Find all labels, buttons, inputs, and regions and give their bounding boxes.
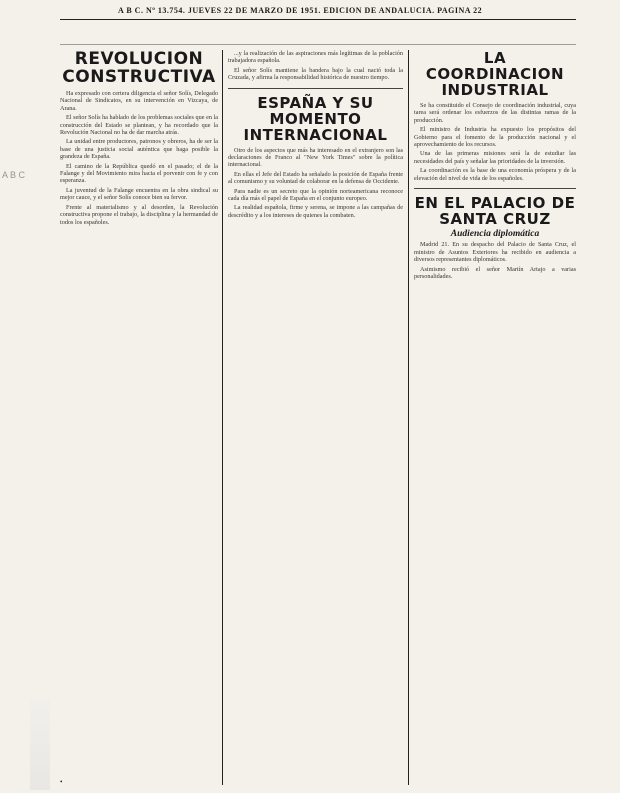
section-divider	[414, 188, 576, 189]
column-right	[414, 50, 576, 788]
article-subtitle: Audiencia diplomática	[450, 229, 540, 240]
paragraph: El señor Solís mantiene la bandera bajo la cual nació toda la Cruzada, y afirma la responsabilidad histórica de nuestro tiempo.	[228, 66, 403, 82]
header-rule-lower	[60, 44, 576, 45]
column-left	[60, 50, 218, 788]
paragraph: Otro de los aspectos que más ha interesado en el extranjero son las declaraciones de Franco al "New York Times" sobre la política internacional.	[228, 146, 403, 169]
paragraph: Se ha constituido el Consejo de coordinación industrial, cuya tarea será ordenar los esfuerzos de las distintas ramas de la producción.	[414, 102, 576, 124]
page-bullet: •	[60, 778, 63, 786]
article-title-palacio: EN EL PALACIO DE SANTA CRUZ	[414, 194, 576, 229]
paragraph: Una de las primeras misiones será la de estudiar las necesidades del país y señalar las prioridades de la inversión.	[414, 150, 576, 165]
paragraph: Madrid 21. En su despacho del Palacio de Santa Cruz, el ministro de Asuntos Exteriores ha recibido en audiencia a diversos representantes diplomáticos.	[414, 241, 576, 264]
paragraph: El señor Solís ha hablado de los problemas sociales que en la construcción del Estado se plantean, y ha recordado que la Revolución Nacional no ha de dar marcha atrás.	[60, 114, 218, 137]
paragraph: Asimismo recibió el señor Martín Artajo a varias personalidades.	[414, 265, 576, 281]
paragraph: La realidad española, firme y serena, se impone a las campañas de descrédito y a los intereses de quienes la combaten.	[228, 204, 403, 219]
paragraph: La juventud de la Falange encuentra en la obra sindical su mejor cauce, y el señor Solís conoce bien su fervor.	[60, 186, 218, 202]
paragraph: La coordinación es la base de una economía próspera y de la elevación del nivel de vida de los españoles.	[414, 167, 576, 182]
paragraph: Para nadie es un secreto que la opinión norteamericana reconoce cada día más el papel de España en el conjunto europeo.	[228, 187, 403, 203]
paragraph: ...y la realización de las aspiraciones más legítimas de la población trabajadora española.	[228, 50, 403, 65]
paragraph: La unidad entre productores, patronos y obreros, ha de ser la base de una justicia social auténtica que haga posible la grandeza de España.	[60, 138, 218, 161]
paragraph: El ministro de Industria ha expuesto los propósitos del Gobierno para el fomento de la producción nacional y el aprovechamiento de los recursos.	[414, 126, 576, 149]
paragraph: El camino de la República quedó en el pasado; el de la Falange y del Movimiento mira hacia el porvenir con fe y con esperanza.	[60, 162, 218, 185]
column-middle	[228, 50, 403, 788]
paragraph: Ha expresado con certera diligencia el señor Solís, Delegado Nacional de Sindicatos, en su intervención en Vizcaya, de Arana.	[60, 90, 218, 112]
paragraph: En ellas el Jefe del Estado ha señalado la posición de España frente al comunismo y su voluntad de colaborar en la defensa de Occidente.	[228, 170, 403, 186]
paragraph: Frente al materialismo y al desorden, la Revolución constructiva propone el trabajo, la disciplina y la hermandad de todos los españoles.	[60, 203, 218, 226]
page-header: A B C. Nº 13.754. JUEVES 22 DE MARZO DE 1951. EDICION DE ANDALUCIA. PAGINA 22	[118, 6, 483, 15]
article-title-revolucion: REVOLUCION CONSTRUCTIVA	[62, 50, 216, 87]
margin-watermark: A B C	[2, 170, 26, 180]
column-rule-right	[408, 50, 409, 785]
article-title-coordinacion: LA COORDINACION INDUSTRIAL	[425, 50, 565, 99]
article-title-espana: ESPAÑA Y SU MOMENTO INTERNACIONAL	[243, 93, 388, 144]
margin-shadow	[30, 700, 50, 790]
header-rule	[60, 19, 576, 20]
section-divider	[228, 88, 403, 89]
column-rule-left	[222, 50, 223, 785]
